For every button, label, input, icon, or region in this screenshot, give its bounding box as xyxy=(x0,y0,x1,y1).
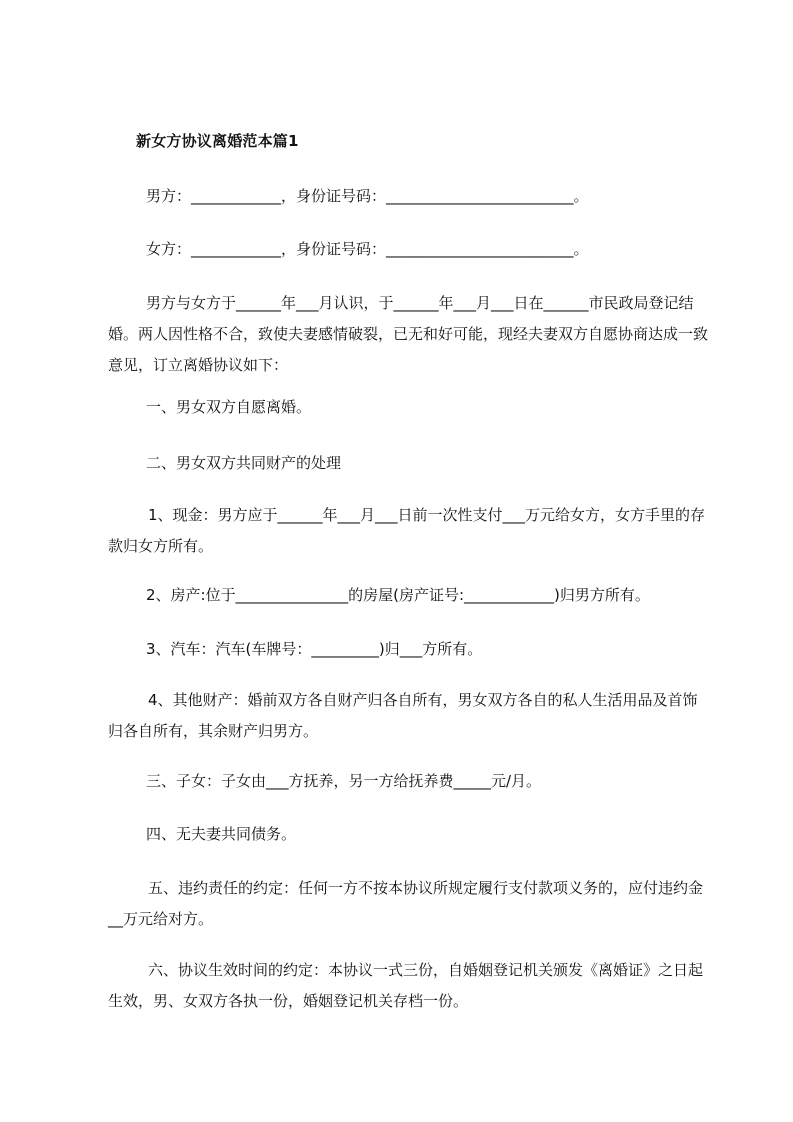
male-party-line: 男方：____________，身份证号码：_________________________。 xyxy=(146,187,589,205)
clause-6-effective-date: 六、协议生效时间的约定：本协议一式三份，自婚姻登记机关颁发《离婚证》之日起生效，男、女双方各执一份，婚姻登记机关存档一份。 xyxy=(108,961,704,1010)
property-item-cash: 1、现金：男方应于______年___月___日前一次性支付___万元给女方，女方手里的存款归女方所有。 xyxy=(108,506,706,555)
female-party-line: 女方：____________，身份证号码：_________________________。 xyxy=(146,240,589,258)
clause-5-breach-liability: 五、违约责任的约定：任何一方不按本协议所规定履行支付款项义务的，应付违约金__万元给对方。 xyxy=(108,879,704,928)
document-title: 新女方协议离婚范本篇1 xyxy=(136,132,299,150)
clause-3-children: 三、子女：子女由___方抚养，另一方给抚养费_____元/月。 xyxy=(146,772,542,790)
clause-4-no-debt: 四、无夫妻共同债务。 xyxy=(146,825,297,843)
clause-1-voluntary-divorce: 一、男女双方自愿离婚。 xyxy=(146,398,312,416)
property-item-car: 3、汽车：汽车(车牌号：_________)归___方所有。 xyxy=(146,640,483,658)
clause-2-joint-property: 二、男女双方共同财产的处理 xyxy=(146,454,342,472)
property-item-house: 2、房产:位于_______________的房屋(房产证号:____________)归男方所有。 xyxy=(146,586,650,604)
marriage-background-paragraph: 男方与女方于______年___月认识，于______年___月___日在______市民政局登记结婚。两人因性格不合，致使夫妻感情破裂，已无和好可能，现经夫妻双方自愿协商达成一致意见，订立离婚协议如下： xyxy=(108,294,709,374)
property-item-other: 4、其他财产：婚前双方各自财产归各自所有，男女双方各自的私人生活用品及首饰归各自所有，其余财产归男方。 xyxy=(108,691,698,740)
